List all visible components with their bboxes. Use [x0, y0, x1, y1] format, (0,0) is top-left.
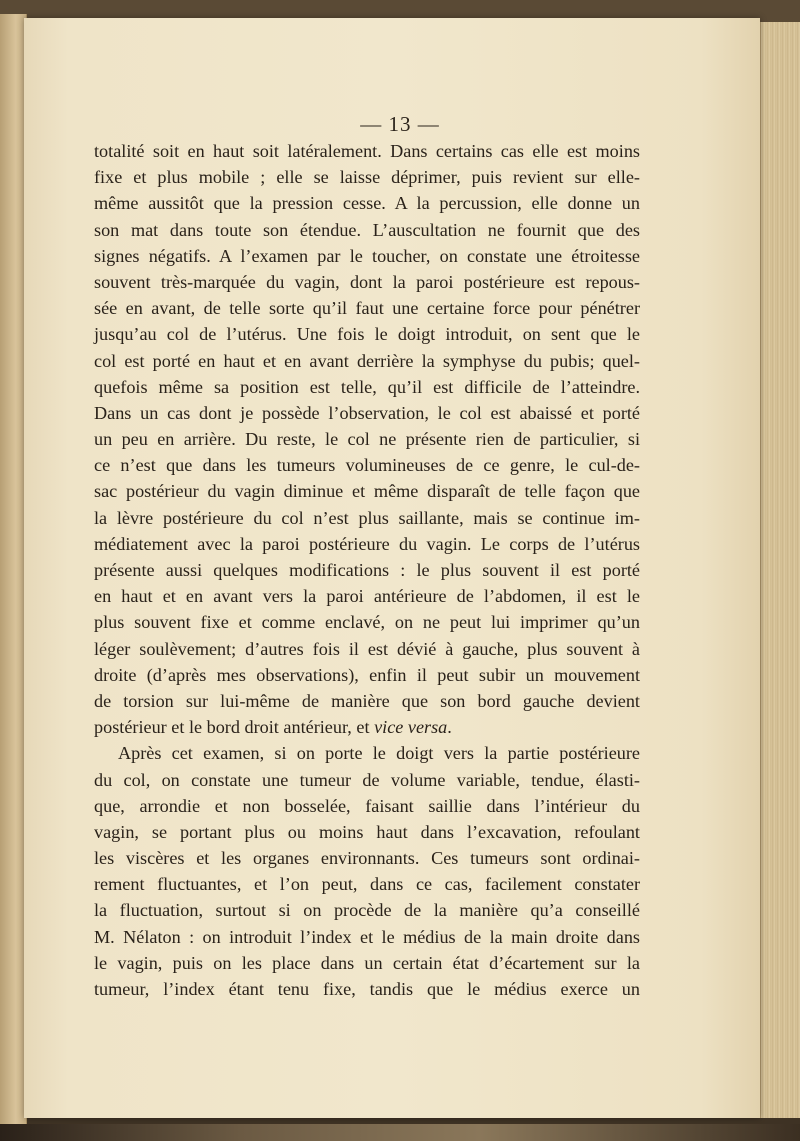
text-line: le vagin, puis on les place dans un certain état d’écartement sur la	[94, 952, 640, 973]
text-line: du col, on constate une tumeur de volume variable, tendue, élasti-	[94, 769, 640, 790]
text-line: présente aussi quelques modifications : le plus souvent il est porté	[94, 560, 640, 580]
text-line: totalité soit en haut soit latéralement. Dans certains cas elle est moins	[94, 141, 640, 161]
text-line: rement fluctuantes, et l’on peut, dans ce cas, facilement constater	[94, 874, 640, 895]
text-line: la lèvre postérieure du col n’est plus saillante, mais se continue im-	[94, 507, 640, 528]
text-line: son mat dans toute son étendue. L’auscultation ne fournit que des	[94, 219, 640, 240]
text-line: Après cet examen, si on porte le doigt vers la partie postérieure	[118, 743, 640, 764]
text-line: plus souvent fixe et comme enclavé, on ne peut lui imprimer qu’un	[94, 612, 640, 633]
italic-phrase: vice versa	[374, 717, 448, 738]
text-line: que, arrondie et non bosselée, faisant saillie dans l’intérieur du	[94, 795, 640, 816]
scan-bottom-edge	[0, 1124, 800, 1141]
text-line: médiatement avec la paroi postérieure du vagin. Le corps de l’utérus	[94, 533, 640, 554]
text-line: droite (d’après mes observations), enfin il peut subir un mouvement	[94, 664, 640, 685]
book-page-edges	[760, 22, 800, 1118]
text-line: postérieur et le bord droit antérieur, et vice versa.	[94, 717, 452, 738]
text-line: en haut et en avant vers la paroi antérieure de l’abdomen, il est le	[94, 586, 640, 607]
text-line: signes négatifs. A l’examen par le toucher, on constate une étroitesse	[94, 245, 640, 266]
page-number: — 13 —	[360, 112, 440, 136]
text-line: un peu en arrière. Du reste, le col ne présente rien de particulier, si	[94, 429, 640, 450]
text-line: quefois même sa position est telle, qu’il est difficile de l’atteindre.	[94, 376, 640, 397]
text-line: la fluctuation, surtout si on procède de la manière qu’a conseillé	[94, 900, 640, 921]
text-line: ce n’est que dans les tumeurs volumineuses de ce genre, le cul-de-	[94, 455, 640, 476]
text-line: tumeur, l’index étant tenu fixe, tandis que le médius exerce un	[94, 979, 640, 999]
body-text	[94, 138, 640, 1002]
text-line: fixe et plus mobile ; elle se laisse déprimer, puis revient sur elle-	[94, 167, 640, 188]
facing-page-edge	[0, 14, 27, 1124]
text-line: les viscères et les organes environnants. Ces tumeurs sont ordinai-	[94, 848, 640, 869]
text-line: de torsion sur lui-même de manière que son bord gauche devient	[94, 690, 640, 711]
text-line: col est porté en haut et en avant derrière la symphyse du pubis; quel-	[94, 350, 640, 371]
text-line: jusqu’au col de l’utérus. Une fois le doigt introduit, on sent que le	[94, 324, 640, 345]
text-line: léger soulèvement; d’autres fois il est dévié à gauche, plus souvent à	[94, 638, 640, 659]
text-line: souvent très-marquée du vagin, dont la paroi postérieure est repous-	[94, 271, 640, 292]
text-line: sac postérieur du vagin diminue et même disparaît de telle façon que	[94, 481, 640, 502]
text-line: M. Nélaton : on introduit l’index et le médius de la main droite dans	[94, 926, 640, 947]
text-line: sée en avant, de telle sorte qu’il faut une certaine force pour pénétrer	[94, 298, 640, 319]
text-line: vagin, se portant plus ou moins haut dans l’excavation, refoulant	[94, 821, 640, 842]
text-line: Dans un cas dont je possède l’observation, le col est abaissé et porté	[94, 402, 640, 423]
text-line: même aussitôt que la pression cesse. A la percussion, elle donne un	[94, 193, 640, 214]
